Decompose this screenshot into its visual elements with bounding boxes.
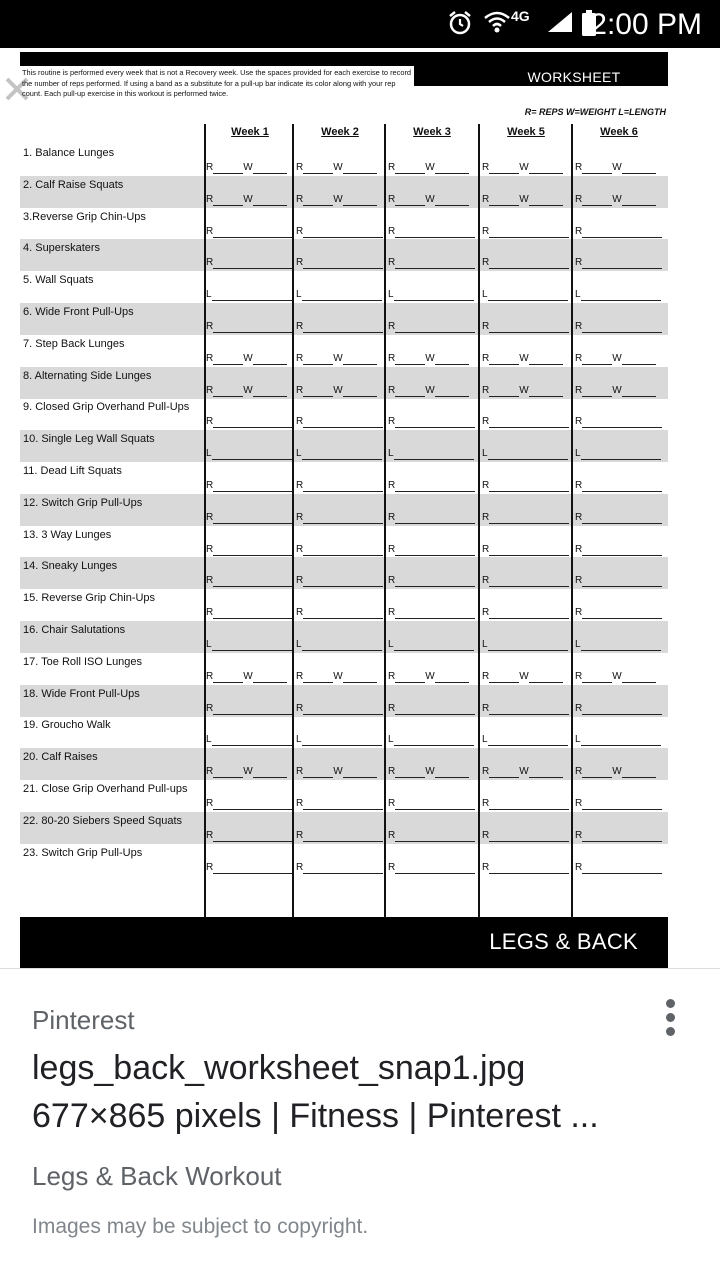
exercise-label: 10. Single Leg Wall Squats — [23, 433, 155, 446]
worksheet-intro-text: This routine is performed every week that is not a Recovery week. Use the spaces provided for each exercise to record the number of reps performed. If using a band as a substitute for a pull-up bar indicate its color along with your rep count. Each pull-up exercise in this workout is performed twice. — [20, 66, 414, 120]
image-title[interactable]: Legs & Back Workout — [32, 1161, 282, 1191]
exercise-label: 6. Wide Front Pull-Ups — [23, 306, 134, 318]
entry-field[interactable]: R — [482, 480, 569, 492]
image-meta[interactable]: 677×865 pixels | Fitness | Pinterest ... — [32, 1097, 599, 1135]
exercise-label: 8. Alternating Side Lunges — [23, 369, 152, 382]
entry-field[interactable]: R — [296, 321, 383, 333]
week-header: Week 1 — [231, 126, 269, 138]
entry-field[interactable]: R W — [388, 162, 469, 174]
entry-field[interactable]: R W — [296, 766, 377, 778]
entry-field[interactable]: R — [388, 830, 475, 842]
clock: 2:00 PM — [590, 8, 702, 41]
entry-field[interactable]: R — [482, 544, 569, 556]
entry-field[interactable]: R — [388, 321, 475, 333]
entry-field[interactable]: R W — [575, 162, 656, 174]
exercise-label: 3.Reverse Grip Chin-Ups — [23, 210, 146, 223]
entry-field[interactable]: R — [575, 480, 662, 492]
entry-field[interactable]: R — [388, 544, 475, 556]
worksheet-footer-title: LEGS & BACK — [489, 929, 638, 954]
entry-field[interactable]: R — [388, 862, 475, 874]
entry-field[interactable]: L — [482, 289, 568, 301]
entry-field[interactable]: R W — [388, 671, 469, 683]
column-divider — [571, 124, 573, 918]
exercise-label: 14. Sneaky Lunges — [23, 560, 118, 573]
week-header: Week 3 — [413, 126, 451, 138]
entry-field[interactable]: L — [388, 448, 474, 460]
entry-field[interactable]: R W — [296, 194, 377, 206]
entry-field[interactable]: R W — [575, 385, 656, 397]
entry-field[interactable]: R W — [296, 353, 377, 365]
entry-field[interactable]: R — [388, 512, 475, 524]
entry-field[interactable]: R — [296, 703, 383, 715]
entry-field[interactable]: R — [206, 321, 293, 333]
entry-field[interactable]: R — [206, 703, 293, 715]
entry-field[interactable]: R W — [575, 194, 656, 206]
entry-field[interactable]: R W — [206, 766, 287, 778]
entry-field[interactable]: R — [388, 607, 475, 619]
entry-field[interactable]: R — [206, 226, 293, 238]
exercise-label: 20. Calf Raises — [23, 751, 98, 764]
entry-field[interactable]: R — [388, 257, 475, 269]
entry-field[interactable]: L — [388, 639, 474, 651]
entry-field[interactable]: R W — [206, 353, 287, 365]
entry-field[interactable]: L — [388, 734, 474, 746]
exercise-label: 13. 3 Way Lunges — [23, 528, 112, 541]
entry-field[interactable]: R — [575, 575, 662, 587]
entry-field[interactable]: L — [388, 289, 474, 301]
entry-field[interactable]: R — [296, 512, 383, 524]
entry-field[interactable]: R — [206, 575, 293, 587]
network-type-label: 4G — [511, 8, 530, 24]
worksheet-title: WORKSHEET — [527, 69, 621, 85]
entry-field[interactable]: R — [482, 575, 569, 587]
exercise-label: 21. Close Grip Overhand Pull-ups — [23, 783, 188, 795]
entry-field[interactable]: R — [296, 416, 383, 428]
week-header: Week 6 — [600, 126, 638, 138]
entry-field[interactable]: R W — [482, 194, 563, 206]
entry-field[interactable]: R — [575, 703, 662, 715]
column-divider — [478, 124, 480, 918]
entry-field[interactable]: R — [482, 703, 569, 715]
column-divider — [204, 124, 206, 918]
exercise-label: 11. Dead Lift Squats — [23, 465, 122, 477]
entry-field[interactable]: L — [206, 448, 292, 460]
entry-field[interactable]: R — [388, 703, 475, 715]
exercise-label: 7. Step Back Lunges — [23, 337, 125, 350]
entry-field[interactable]: R W — [575, 671, 656, 683]
entry-field[interactable]: R — [575, 798, 662, 810]
entry-field[interactable]: R — [575, 830, 662, 842]
entry-field[interactable]: R — [575, 544, 662, 556]
entry-field[interactable]: R — [388, 226, 475, 238]
exercise-label: 12. Switch Grip Pull-Ups — [23, 496, 143, 509]
entry-field[interactable]: R — [482, 798, 569, 810]
worksheet-footer — [20, 917, 668, 969]
status-bar — [0, 0, 720, 48]
entry-field[interactable]: R — [482, 226, 569, 238]
entry-field[interactable]: R — [575, 862, 662, 874]
entry-field[interactable]: L — [206, 639, 292, 651]
entry-field[interactable]: L — [296, 448, 382, 460]
entry-field[interactable]: R — [206, 544, 293, 556]
entry-field[interactable]: R — [482, 512, 569, 524]
wifi-icon — [484, 10, 510, 40]
entry-field[interactable]: R — [206, 798, 293, 810]
entry-field[interactable]: L — [575, 289, 661, 301]
entry-field[interactable]: R — [482, 257, 569, 269]
image-filename[interactable]: legs_back_worksheet_snap1.jpg — [32, 1049, 526, 1087]
exercise-label: 16. Chair Salutations — [23, 624, 126, 636]
worksheet-image — [20, 52, 668, 968]
entry-field[interactable]: R — [575, 226, 662, 238]
worksheet-legend: R= REPS W=WEIGHT L=LENGTH — [524, 107, 666, 117]
entry-field[interactable]: R W — [296, 671, 377, 683]
entry-field[interactable]: R — [296, 257, 383, 269]
exercise-label: 18. Wide Front Pull-Ups — [23, 687, 140, 700]
exercise-label: 9. Closed Grip Overhand Pull-Ups — [23, 401, 190, 414]
exercise-label: 19. Groucho Walk — [23, 719, 111, 732]
entry-field[interactable]: R — [388, 480, 475, 492]
entry-field[interactable]: R — [206, 257, 293, 269]
entry-field[interactable]: R — [388, 416, 475, 428]
source-label[interactable]: Pinterest — [32, 1005, 135, 1035]
entry-field[interactable]: L — [575, 734, 661, 746]
entry-field[interactable]: R — [296, 575, 383, 587]
entry-field[interactable]: L — [482, 734, 568, 746]
entry-field[interactable]: R — [575, 607, 662, 619]
exercise-label: 1. Balance Lunges — [23, 147, 115, 159]
entry-field[interactable]: R — [388, 575, 475, 587]
entry-field[interactable]: R — [482, 862, 569, 874]
entry-field[interactable]: R — [206, 480, 293, 492]
entry-field[interactable]: R — [206, 862, 293, 874]
column-divider — [292, 124, 294, 918]
entry-field[interactable]: R — [206, 416, 293, 428]
entry-field[interactable]: L — [296, 734, 382, 746]
entry-field[interactable]: R — [482, 830, 569, 842]
entry-field[interactable]: R — [206, 607, 293, 619]
exercise-label: 15. Reverse Grip Chin-Ups — [23, 592, 156, 605]
exercise-label: 2. Calf Raise Squats — [23, 178, 124, 191]
entry-field[interactable]: L — [296, 639, 382, 651]
entry-field[interactable]: R — [575, 321, 662, 333]
entry-field[interactable]: R W — [388, 194, 469, 206]
entry-field[interactable]: R W — [482, 385, 563, 397]
entry-field[interactable]: L — [206, 289, 292, 301]
exercise-label: 4. Superskaters — [23, 242, 101, 255]
entry-field[interactable]: R — [296, 226, 383, 238]
entry-field[interactable]: R W — [206, 162, 287, 174]
entry-field[interactable]: R W — [575, 353, 656, 365]
entry-field[interactable]: L — [575, 448, 661, 460]
entry-field[interactable]: R W — [206, 194, 287, 206]
entry-field[interactable]: R — [575, 257, 662, 269]
entry-field[interactable]: R — [296, 480, 383, 492]
week-header: Week 5 — [507, 126, 545, 138]
entry-field[interactable]: L — [206, 734, 292, 746]
entry-field[interactable]: R — [482, 607, 569, 619]
entry-field[interactable]: R W — [296, 385, 377, 397]
entry-field[interactable]: R — [388, 798, 475, 810]
entry-field[interactable]: R — [206, 512, 293, 524]
entry-field[interactable]: R W — [388, 766, 469, 778]
entry-field[interactable]: R W — [482, 671, 563, 683]
entry-field[interactable]: R — [482, 321, 569, 333]
exercise-label: 22. 80-20 Siebers Speed Squats — [23, 814, 183, 827]
entry-field[interactable]: L — [482, 639, 568, 651]
entry-field[interactable]: R — [296, 544, 383, 556]
copyright-notice: Images may be subject to copyright. — [32, 1215, 369, 1238]
entry-field[interactable]: R — [296, 798, 383, 810]
entry-field[interactable]: R — [575, 512, 662, 524]
entry-field[interactable]: R — [296, 862, 383, 874]
entry-field[interactable]: R W — [575, 766, 656, 778]
entry-field[interactable]: R — [296, 607, 383, 619]
entry-field[interactable]: R — [296, 830, 383, 842]
image-info-panel — [0, 968, 720, 1281]
entry-field[interactable]: L — [296, 289, 382, 301]
entry-field[interactable]: L — [575, 639, 661, 651]
entry-field[interactable]: R W — [482, 766, 563, 778]
entry-field[interactable]: R W — [206, 671, 287, 683]
entry-field[interactable]: R W — [296, 162, 377, 174]
exercise-label: 23. Switch Grip Pull-Ups — [23, 846, 143, 859]
column-divider — [384, 124, 386, 918]
more-options-icon[interactable] — [660, 999, 680, 1043]
entry-field[interactable]: R W — [388, 385, 469, 397]
entry-field[interactable]: L — [482, 448, 568, 460]
entry-field[interactable]: R W — [206, 385, 287, 397]
signal-icon — [546, 10, 574, 40]
week-header: Week 2 — [321, 126, 359, 138]
entry-field[interactable]: R — [575, 416, 662, 428]
close-icon[interactable] — [4, 76, 30, 102]
exercise-label: 5. Wall Squats — [23, 274, 94, 287]
entry-field[interactable]: R — [482, 416, 569, 428]
entry-field[interactable]: R — [206, 830, 293, 842]
exercise-label: 17. Toe Roll ISO Lunges — [23, 655, 143, 668]
image-viewer[interactable] — [0, 48, 720, 968]
entry-field[interactable]: R W — [482, 162, 563, 174]
alarm-icon — [447, 10, 473, 42]
entry-field[interactable]: R W — [482, 353, 563, 365]
entry-field[interactable]: R W — [388, 353, 469, 365]
